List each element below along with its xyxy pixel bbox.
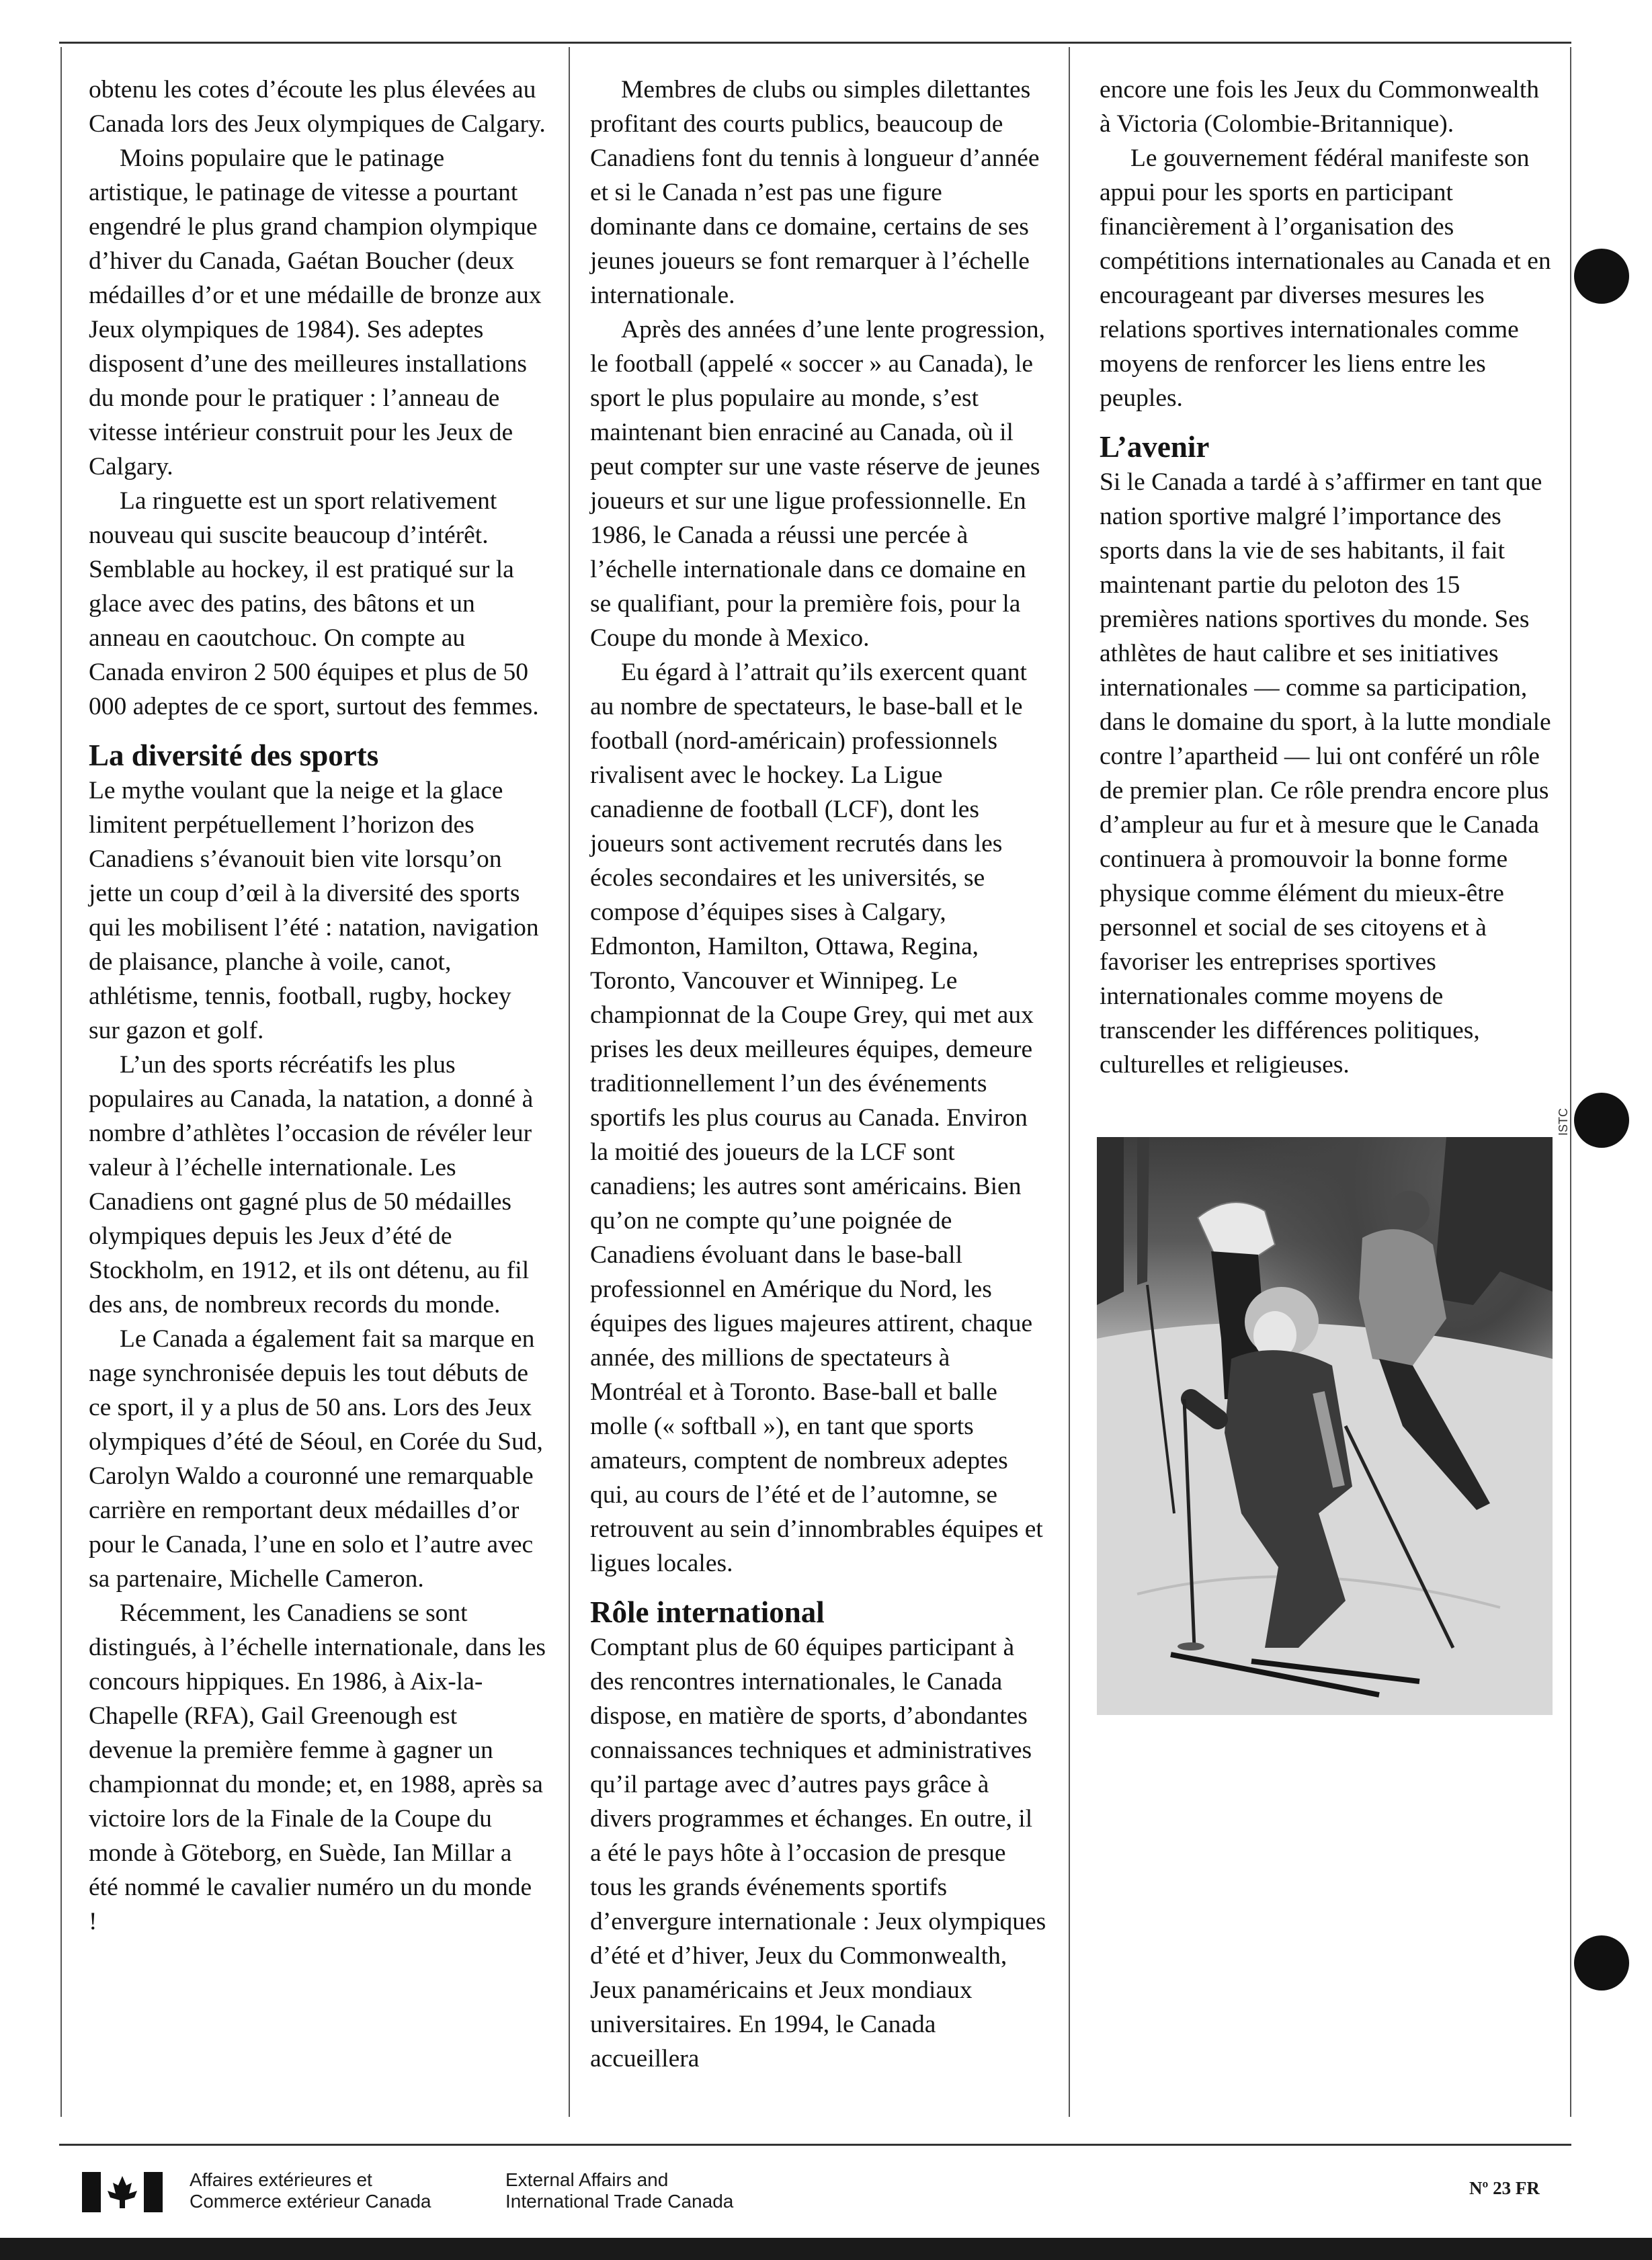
column-divider-left xyxy=(60,47,62,2117)
department-french-line-2: Commerce extérieur Canada xyxy=(190,2191,431,2212)
paragraph: Eu égard à l’attrait qu’ils exercent quant au nombre de spectateurs, le base-ball et le football (nord-américain) professionnels rivalisent avec le hockey. La Ligue canadienne de football (LCF), dont les joueurs sont activement recrutés dans les écoles secondaires et les universités, se compose d’équipes sises à Calgary, Edmonton, Hamilton, Ottawa, Regina, Toronto, Vancouver et Winnipeg. Le championnat de la Coupe Grey, qui met aux prises les deux meilleures équipes, demeure traditionnellement l’un des événements sportifs les plus courus au Canada. Environ la moitié des joueurs de la LCF sont canadiens; les autres sont américains. Bien qu’on ne compte qu’une poignée de Canadiens évoluant dans le base-ball professionnel en Amérique du Nord, les équipes des ligues majeures attirent, chaque année, des millions de spectateurs à Montréal et à Toronto. Base-ball et balle molle (« softball »), en tant que sports amateurs, comptent de nombreux adeptes qui, au cours de l’été et de l’automne, se retrouvent au sein d’innombrables équipes et ligues locales. xyxy=(590,659,1043,1577)
section-heading: L’avenir xyxy=(1100,430,1210,464)
paragraph: Le mythe voulant que la neige et la glace limitent perpétuellement l’horizon des Canadiens s’évanouit bien vite lorsqu’on jette un coup d’œil à la diversité des sports qui les mobilisent l’été : natation, navigation de plaisance, planche à voile, canot, athlétisme, tennis, football, rugby, hockey sur gazon et golf. xyxy=(89,777,539,1044)
paragraph: obtenu les cotes d’écoute les plus élevées au Canada lors des Jeux olympiques de Calgary. xyxy=(89,76,546,138)
scan-edge-strip xyxy=(0,2238,1652,2260)
department-english-line-2: International Trade Canada xyxy=(505,2191,734,2212)
paragraph: Après des années d’une lente progression, le football (appelé « soccer » au Canada), le sport le plus populaire au monde, s’est maintenant bien enraciné au Canada, où il peut compter sur une vaste réserve de jeunes joueurs et sur une ligue professionnelle. En 1986, le Canada a réussi une percée à l’échelle internationale dans ce domaine en se qualifiant, pour la première fois, pour la Coupe du monde à Mexico. xyxy=(590,316,1046,652)
department-french-line-1: Affaires extérieures et xyxy=(190,2169,372,2190)
paragraph: Si le Canada a tardé à s’affirmer en tant que nation sportive malgré l’importance des sports dans la vie de ses habitants, il fait maintenant partie du peloton des 15 premières nations sportives du monde. Ses athlètes de haut calibre et ses initiatives internationales — comme sa participation, dans le domaine du sport, à la lutte mondiale contre l’apartheid — lui ont conféré un rôle de premier plan. Ce rôle prendra encore plus d’ampleur au fur et à mesure que le Canada continuera à promouvoir la bonne forme physique comme élément du mieux-être personnel et social de ses citoyens et à favoriser les entreprises sportives internationales comme moyens de transcender les différences politiques, culturelles et religieuses. xyxy=(1100,468,1551,1079)
photo-credit: ISTC xyxy=(1557,1107,1570,1136)
paragraph: Récemment, les Canadiens se sont distingués, à l’échelle internationale, dans les concours hippiques. En 1986, à Aix-la-Chapelle (RFA), Gail Greenough est devenue la première femme à gagner un championnat du monde; et, en 1988, après sa victoire lors de la Finale de la Coupe du monde à Göteborg, en Suède, Ian Millar a été nommé le cavalier numéro un du monde ! xyxy=(89,1599,546,1935)
section-heading: Rôle international xyxy=(590,1595,825,1629)
children-skiing-photo xyxy=(1097,1137,1553,1715)
binder-hole-bottom xyxy=(1574,1935,1629,1991)
paragraph: Comptant plus de 60 équipes participant à des rencontres internationales, le Canada dispose, en matière de sports, d’abondantes connaissances techniques et administratives qu’il partage avec d’autres pays grâce à divers programmes et échanges. En outre, il a été le pays hôte à l’occasion de presque tous les grands événements sportifs d’envergure internationale : Jeux olympiques d’été et d’hiver, Jeux du Commonwealth, Jeux panaméricains et Jeux mondiaux universitaires. En 1994, le Canada accueillera xyxy=(590,1634,1046,2073)
page-number: Nº 23 FR xyxy=(1469,2178,1540,2198)
bottom-rule xyxy=(59,2144,1571,2146)
text-column-1 xyxy=(89,73,546,1939)
section-heading: La diversité des sports xyxy=(89,739,379,772)
department-name-english xyxy=(505,2169,733,2212)
paragraph: Moins populaire que le patinage artistique, le patinage de vitesse a pourtant engendré le plus grand champion olympique d’hiver du Canada, Gaétan Boucher (deux médailles d’or et une médaille de bronze aux Jeux olympiques de 1984). Ses adeptes disposent d’une des meilleures installations du monde pour le pratiquer : l’anneau de vitesse intérieur construit pour les Jeux de Calgary. xyxy=(89,144,542,480)
text-column-2 xyxy=(590,73,1047,2076)
top-rule xyxy=(59,42,1571,44)
binder-hole-middle xyxy=(1574,1093,1629,1148)
department-english-line-1: External Affairs and xyxy=(505,2169,669,2190)
paragraph: Membres de clubs ou simples dilettantes profitant des courts publics, beaucoup de Canadiens font du tennis à longueur d’année et si le Canada n’est pas une figure dominante dans ce domaine, certains de ses jeunes joueurs se font remarquer à l’échelle internationale. xyxy=(590,76,1040,309)
paragraph: L’un des sports récréatifs les plus populaires au Canada, la natation, a donné à nombre d’athlètes l’occasion de révéler leur valeur à l’échelle internationale. Les Canadiens ont gagné plus de 50 médailles olympiques depuis les Jeux d’été de Stockholm, en 1912, et ils ont détenu, au fil des ans, de nombreux records du monde. xyxy=(89,1051,534,1319)
canada-flag-logo xyxy=(82,2172,163,2212)
column-divider-2 xyxy=(1069,47,1070,2117)
column-divider-right xyxy=(1570,47,1571,2117)
paragraph: Le gouvernement fédéral manifeste son appui pour les sports en participant financièrement à l’organisation des compétitions internationales au Canada et en encourageant par diverses mesures les relations sportives internationales comme moyens de renforcer les liens entre les peuples. xyxy=(1100,144,1551,412)
department-name-french xyxy=(190,2169,431,2212)
paragraph: encore une fois les Jeux du Commonwealth à Victoria (Colombie-Britannique). xyxy=(1100,76,1540,138)
paragraph: Le Canada a également fait sa marque en nage synchronisée depuis les tout débuts de ce sport, il y a plus de 50 ans. Lors des Jeux olympiques d’été de Séoul, en Corée du Sud, Carolyn Waldo a couronné une remarquable carrière en remportant deux médailles d’or pour le Canada, l’une en solo et l’autre avec sa partenaire, Michelle Cameron. xyxy=(89,1325,543,1593)
text-column-3 xyxy=(1100,73,1557,1082)
column-divider-1 xyxy=(569,47,570,2117)
paragraph: La ringuette est un sport relativement nouveau qui suscite beaucoup d’intérêt. Semblable au hockey, il est pratiqué sur la glace avec des patins, des bâtons et un anneau en caoutchouc. On compte au Canada environ 2 500 équipes et plus de 50 000 adeptes de ce sport, surtout des femmes. xyxy=(89,487,539,720)
binder-hole-top xyxy=(1574,249,1629,304)
